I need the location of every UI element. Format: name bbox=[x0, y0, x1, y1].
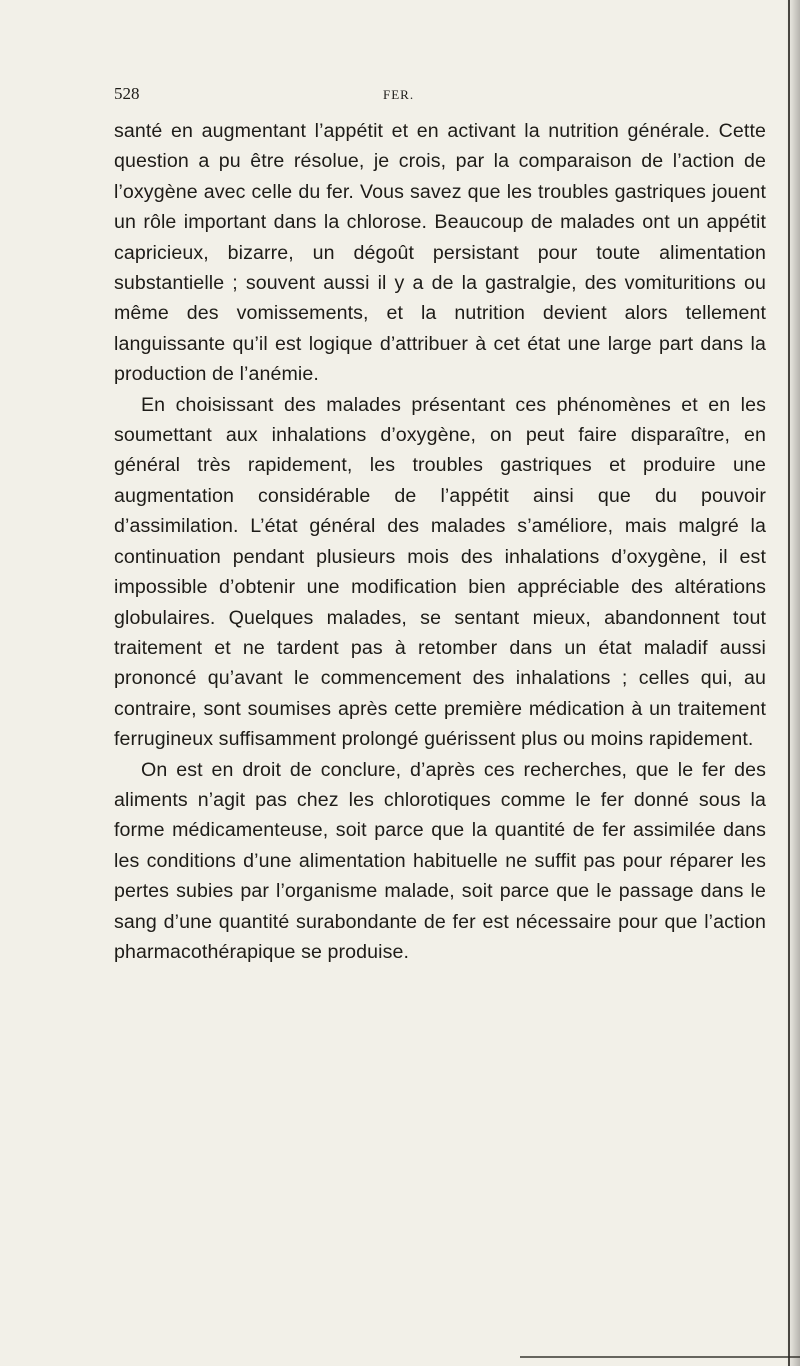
page-number: 528 bbox=[114, 84, 140, 103]
page-bottom-edge bbox=[520, 1356, 800, 1358]
paragraph-3: On est en droit de conclure, d’après ces recherches, que le fer des aliments n’agit pas chez les chlorotiques comme le fer donné sous la forme médicamenteuse, soit parce que la quantité de fer assimilée dans les conditions d’une alimentation habituelle ne suffit pas pour réparer les pertes subies par l’organisme malade, soit parce que le passage dans le sang d’une quantité surabondante de fer est nécessaire pour que l’action pharmacothérapique se produise. bbox=[114, 758, 766, 963]
paragraph-1: santé en augmentant l’appétit et en activant la nutrition générale. Cette question a pu être résolue, je crois, par la comparaison de l’action de l’oxygène avec celle du fer. Vous savez que les troubles gastriques jouent un rôle important dans la chlorose. Beaucoup de malades ont un appétit capricieux, bizarre, un dégoût persistant pour toute alimentation substantielle ; souvent aussi il y a de la gastralgie, des vomituritions ou même des vomissements, et la nutrition devient alors tellement languissante qu’il est logique d’attribuer à cet état une large part dans la production de l’anémie. bbox=[114, 120, 766, 386]
running-title: FER. bbox=[383, 87, 415, 102]
page-header bbox=[114, 84, 764, 106]
paragraph-2: En choisissant des malades présentant ces phénomènes et en les soumettant aux inhalations d’oxygène, on peut faire disparaître, en général très rapidement, les troubles gastriques et produire une augmentation considérable de l’appétit ainsi que du pouvoir d’assimilation. L’état général des malades s’améliore, mais malgré la continuation pendant plusieurs mois des inhalations d’oxygène, il est impossible d’obtenir une modification bien appréciable des altérations globulaires. Quelques malades, se sentant mieux, abandonnent tout traitement et ne tardent pas à retomber dans un état maladif aussi prononcé qu’avant le commencement des inhalations ; celles qui, au contraire, sont soumises après cette première médication à un traitement ferrugineux suffisamment prolongé guérissent plus ou moins rapidement. bbox=[114, 393, 766, 751]
body-text bbox=[114, 116, 766, 967]
page-edge-line bbox=[788, 0, 790, 1366]
